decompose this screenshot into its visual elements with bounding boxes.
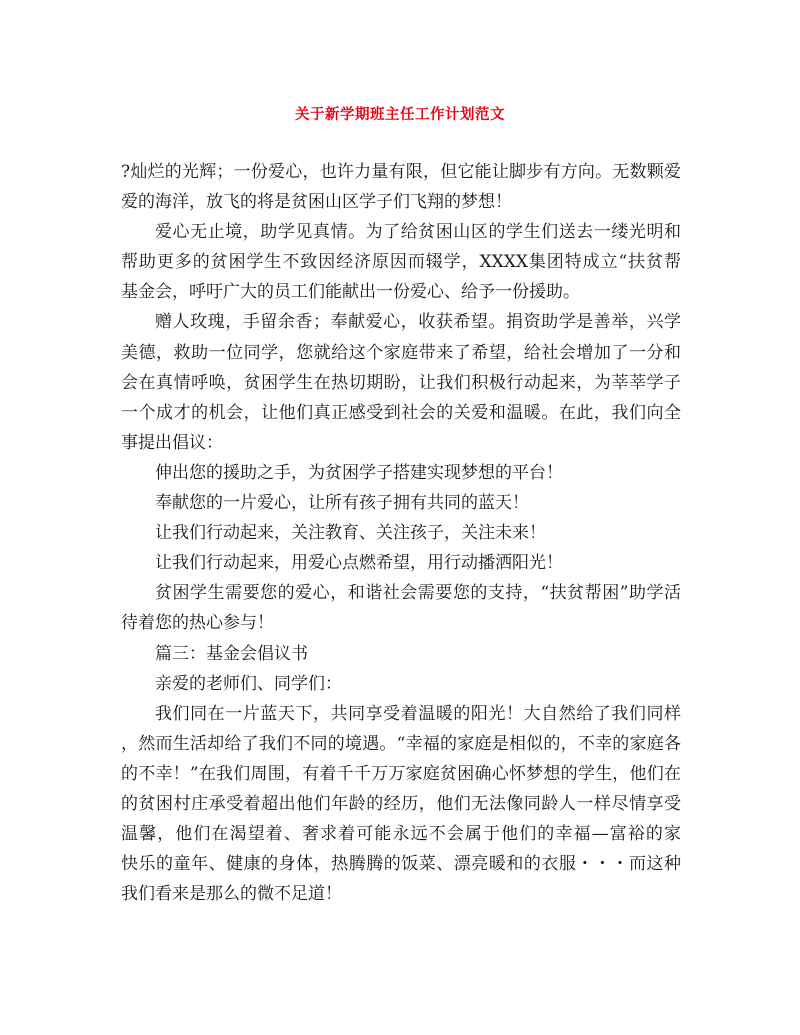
body-line: 我们看来是那么的微不足道！ bbox=[121, 884, 342, 905]
paragraph-start-line: 我们同在一片蓝天下，共同享受着温暖的阳光！大自然给了我们同样 bbox=[155, 703, 681, 724]
paragraph-start-line: 爱心无止境，助学见真情。为了给贫困山区的学生们送去一缕光明和 bbox=[155, 222, 681, 243]
document-title: 关于新学期班主任工作计划范文 bbox=[295, 106, 505, 123]
body-line: 的不幸！”在我们周围，有着千千万万家庭贫困确心怀梦想的学生，他们在 bbox=[121, 763, 681, 784]
body-line: 快乐的童年、健康的身体，热腾腾的饭菜、漂亮暖和的衣服・・・而这种 bbox=[121, 854, 681, 875]
paragraph-start-line: 赠人玫瑰，手留余香；奉献爱心，收获希望。捐资助学是善举，兴学 bbox=[155, 312, 681, 333]
body-line: 事提出倡议： bbox=[121, 432, 223, 453]
body-line: ，然而生活却给了我们不同的境遇。“幸福的家庭是相似的，不幸的家庭各 bbox=[121, 733, 681, 754]
paragraph-start-line: 让我们行动起来，用爱心点燃希望，用行动播洒阳光！ bbox=[155, 553, 563, 574]
paragraph-start-line: 让我们行动起来，关注教育、关注孩子，关注未来！ bbox=[155, 523, 546, 544]
body-line: 待着您的热心参与！ bbox=[121, 613, 274, 634]
body-line: 一个成才的机会，让他们真正感受到社会的关爱和温暖。在此，我们向全 bbox=[121, 402, 681, 423]
body-line: 爱的海洋，放飞的将是贫困山区学子们飞翔的梦想！ bbox=[121, 192, 512, 213]
document-body bbox=[121, 157, 681, 909]
body-line: 美德，救助一位同学，您就给这个家庭带来了希望，给社会增加了一分和 bbox=[121, 342, 681, 363]
body-line: 温馨，他们在渴望着、奢求着可能永远不会属于他们的幸福—富裕的家 bbox=[121, 824, 681, 845]
section-heading: 篇三：基金会倡议书 bbox=[155, 643, 308, 664]
salutation-line: 亲爱的老师们、同学们： bbox=[155, 673, 342, 694]
paragraph-start-line: 贫困学生需要您的爱心，和谐社会需要您的支持，“扶贫帮困”助学活 bbox=[155, 583, 681, 604]
body-line: 会在真情呼唤，贫困学生在热切期盼，让我们积极行动起来，为莘莘学子 bbox=[121, 372, 681, 393]
body-line: 基金会，呼吁广大的员工们能献出一份爱心、给予一份援助。 bbox=[121, 282, 580, 303]
body-line: 的贫困村庄承受着超出他们年龄的经历，他们无法像同龄人一样尽情享受 bbox=[121, 793, 681, 814]
paragraph-start-line: 奉献您的一片爱心，让所有孩子拥有共同的蓝天！ bbox=[155, 493, 529, 514]
body-line: ?灿烂的光辉；一份爱心，也许力量有限，但它能让脚步有方向。无数颗爱 bbox=[121, 162, 681, 182]
body-line: 帮助更多的贫困学生不致因经济原因而辍学，XXXX集团特成立“扶贫帮 bbox=[121, 252, 681, 273]
paragraph-start-line: 伸出您的援助之手，为贫困学子搭建实现梦想的平台！ bbox=[155, 462, 563, 483]
